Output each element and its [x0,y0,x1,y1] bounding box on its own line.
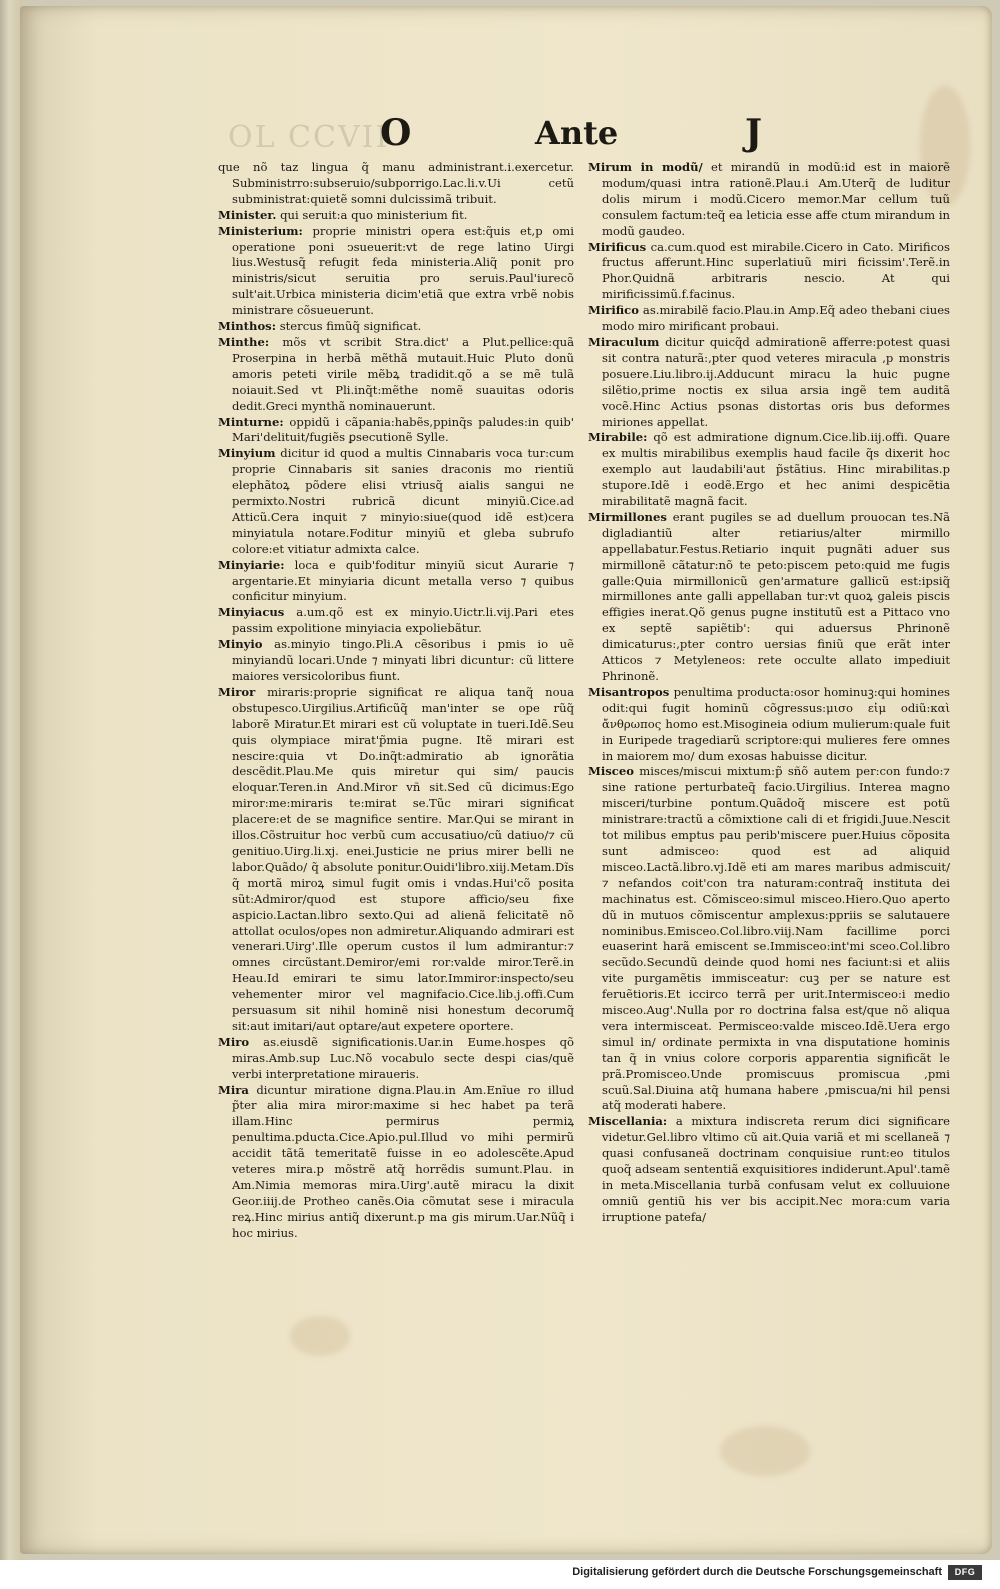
entry-text: as.eiusdẽ significationis.Uar.in Eume.hospes qõ miras.Amb.sup Luc.Nõ vocabulo secte despi cias/quẽ verbi interpretatione miraueris. [232,1034,575,1081]
page-header [0,112,1000,162]
dictionary-entry [218,605,574,637]
dictionary-entry [588,335,950,430]
entry-lemma: Minister. [218,207,277,222]
entry-text: miraris:proprie significat re aliqua tanq̃ noua obstupesco.Uirgilius.Artificũq̃ man'inter se ope rũq̃ laborẽ Miratur.Et mirari est cũ voluptate in tueri.Idẽ.Seu quis olympiace mirat'p̃mia pugne. Itẽ mirari est nescire:quia vt Do.inq̃t:admiratio ab ignorãtia descẽdit.Plau.Me quis miretur qui sim/ paucis eloquar.Teren.in And.Miror vñ sit.Sed cũ dicimus:Ego miror:me:miraris te:mirat se.Tũc mirari significat placere:et de se magnifice sentire. Mar.Qui se mirant in illos.Cõstruitur hoc verbũ cum accusatiuo/cũ datiuo/⁊ cũ genitiuo.Uirg.li.xj. enei.Justicie ne prius mirer belli ne labor.Quãdo/ q̃ absolute ponitur.Ouidi'libro.xiij.Metam.Dĩs q̃ mortã miroꝝ simul fugit omis i vndas.Hui'cõ posita sũt:Admiror/quod est stupore afficio/seu fixe aspicio.Lactan.libro sexto.Qui ad alienã felicitatẽ nõ attollat oculos/opes non admiretur.Aliquando admirari est venerari.Uirg'.Ille operum custos il lum admirantur:⁊ omnes circũstant.Demiror/emi ror:valde miror.Terẽ.in Heau.Id emirari te simu lator.Immiror:inspecto/seu vehementer miror vel magnifacio.Cice.lib.j.offi.Cum persuasum sit nihil hominẽ nisi honestum decorumq̃ sit:aut imitari/aut optare/aut expetere oportere. [232,684,574,1033]
paper-stain [720,1426,810,1476]
entry-lemma: Mirabile: [588,430,648,445]
entry-text: dicuntur miratione digna.Plau.in Am.Enĩue ro illud p̃ter alia mira miror:maxime si hec habet pa terã illam.Hinc permirus permiꝝ penultima.pducta.Cice.Apio.pul.Illud vo mihi permirũ accidit tãtã temeritatẽ fuisse in eo adolescẽte.Apud veteres mira.p mõstrẽ atq̃ horrẽdis sumunt.Plau. in Am.Nimia memoras mira.Uirg'.autẽ miracu la dixit Geor.iiij.de Protheo canẽs.Oia cõmutat sese i miracula reꝝ.Hinc mirius antiq̃ dixerunt.p ma gis mirum.Uar.Nũq̃ i hoc mirius. [232,1082,574,1240]
book-edge [0,0,22,1560]
entry-lemma: Mirifico [588,303,639,318]
dictionary-entry [218,319,574,335]
dictionary-entry [218,415,574,447]
entry-text: proprie ministri opera est:q̃uis et,p omi operatione poni ↄsueuerit:vt de rege latino Uirgi lius.Westusq̃ refugit feda ministeria.Aliq̃ ponit pro ministris/sicut seruitia pro seruis.Paul'iurecõ sult'ait.Urbica ministeria dicim'etiã que extra vrbẽ nobis ministrare cõsueuerunt. [232,223,574,318]
entry-text: penultima producta:osor hominuꝫ:qui homines odit:qui fugit hominũ cõgressus:μισο εἰμ odiũ:καὶ ἄνθρωπος homo est.Misogineia odium mulierum:quale fuit in Euripede tragediarũ scriptore:qui mulieres fere omnes in maiorem mo/ dum exosas habuisse dicitur. [602,684,951,763]
entry-text: a.um.qõ est ex minyio.Uictr.li.vij.Pari etes passim expolitione minyiacia expoliebãtur. [232,605,574,636]
entry-lemma: Ministerium: [218,223,303,238]
dictionary-entry [588,510,950,685]
dictionary-entry [588,160,950,240]
entry-text: as.minyio tingo.Pli.A cẽsoribus i pmis io uẽ minyiandũ locari.Unde ⁊ minyati libri dicuntur: cũ littere maiores versicoloribus fiunt. [232,637,574,683]
entry-text: qõ est admiratione dignum.Cice.lib.iij.offi. Quare ex multis mirabilibus exemplis haud facile q̃s dixerit hoc exemplo aut laudabili'aut p̃stãtius. Hinc mirabilitas.p stupore.Idẽ i eodẽ.Ergo et hec animi despicẽtia mirabilitatẽ magnã facit. [602,430,951,509]
dictionary-entry [588,240,950,304]
entry-lemma: Minyiacus [218,605,285,620]
entry-lemma: Miro [218,1034,250,1049]
entry-text: ca.cum.quod est mirabile.Cicero in Cato. Mirificos fructus afferunt.Hinc superlatiuũ miri ficissim'.Terẽ.in Phor.Quidnã arbitraris nescio. At qui mirificissimũ.f.facinus. [602,239,950,302]
entry-lemma: Misceo [588,764,634,779]
entry-lemma: Minyium [218,446,276,461]
dictionary-entry [218,446,574,557]
entry-lemma: Minyio [218,637,263,652]
funding-note: Digitalisierung gefördert durch die Deutsche Forschungsgemeinschaft [572,1566,942,1578]
header-left-letter: O [380,112,412,154]
entry-text: dicitur quicq̃d admirationẽ afferre:potest quasi sit contra naturã:,pter quod veteres miracula ,p monstris posuere.Liu.libro.ij.Adducunt miracu la huic pugne silẽtio,prime noctis ex silua arsia ingẽ tem auditã vocẽ.Hinc Actius psonas distortas oris bus deformes miriones appellat. [602,334,950,429]
dictionary-entry [588,685,950,765]
entry-lemma: Minthe: [218,334,270,349]
entry-text: et mirandũ in modũ:id est in maiorẽ modum/quasi intra rationẽ.Plau.i Am.Uterq̃ de luditur dolis mirum i modũ.Cicero memor.Mar cellum tuũ consulem factum:teq̃ ea leticia esse affe ctum mirandum in modũ gaudeo. [602,160,951,238]
bleed-through-text: OL CCVII [228,120,390,155]
footer [572,1563,990,1583]
dictionary-entry [588,764,950,1114]
entry-text: stercus fimũq̃ significat. [279,319,422,334]
dictionary-entry [588,430,950,510]
entry-lemma: Mirmillones [588,509,667,524]
dictionary-entry [218,224,574,319]
entry-text: as.mirabilẽ facio.Plau.in Amp.Eq̃ adeo thebani ciues modo miro mirificant probaui. [602,303,951,334]
paper-stain [290,1316,350,1356]
entry-lemma: Minturne: [218,414,284,429]
dictionary-entry [218,637,574,685]
entry-lemma: Mirificus [588,239,647,254]
left-column [218,160,574,1242]
dictionary-entry [218,208,574,224]
entry-lemma: Mirum in modũ/ [588,160,703,174]
entry-lemma: Miscellania: [588,1114,668,1129]
dictionary-entry [218,1083,574,1242]
entry-text: dicitur id quod a multis Cinnabaris voca tur:cum proprie Cinnabaris sit sanies draconis mo rientiũ elephãtoꝝ põdere elisi vtriusq̃ aialis sangui ne permixto.Nostri rubricã dicunt minyiũ.Cice.ad Atticũ.Cera inquit ⁊ minyio:siue(quod idẽ est)cera minyiatula notare.Foditur minyiũ et gleba subrufo colore:et vitiatur admixta calce. [232,446,574,556]
entry-text: a mixtura indiscreta rerum dici significare videtur.Gel.libro vltimo cũ ait.Quia variã et mi scellaneã ⁊ quasi confusaneã doctrinam conquisiue runt:eo titulos quoq̃ adseam sententiã exquisitiores indiderunt.Apul'.tamẽ in meta.Miscellania turbã confusam velut ex colluuione omniũ gentiũ his ver bis accipit.Nec mora:cum varia irruptione patefa/ [602,1114,951,1224]
entry-text: qui seruit:a quo ministerium fit. [280,207,468,222]
dfg-logo: DFG [948,1565,982,1580]
dictionary-entry [218,335,574,415]
entry-lemma: Miraculum [588,334,660,349]
entry-lemma: Miror [218,684,256,699]
dictionary-entry [588,303,950,335]
dictionary-entry [218,685,574,1035]
entry-text: oppidũ i cãpania:habẽs,ppinq̃s paludes:in quib' Mari'delituit/fugiẽs ꝑsecutionẽ Sylle. [232,414,574,445]
entry-text: loca e quib'foditur minyiũ sicut Aurarie ⁊ argentarie.Et minyiaria dicunt metalla verso ⁊ quibus conficitur minyium. [232,557,574,604]
entry-text: mõs vt scribit Stra.dict' a Plut.pellice:quã Proserpina in herbã mẽthã mutauit.Huic Pluto donũ amoris peteti virile mẽbꝝ tradidit.qõ a se mẽ tulã noiauit.Sed vt Pli.inq̃t:mẽthe nomẽ suauitas odoris dedit.Greci mynthã nominauerunt. [232,334,575,413]
dictionary-entry [218,1035,574,1083]
dictionary-entry [588,1114,950,1225]
entry-lemma: Mira [218,1082,249,1097]
dictionary-entry [218,558,574,606]
entry-text: que nõ taz lingua q̃ manu administrant.i.exercetur. Subministrro:subseruio/subporrigo.Lac.li.v.Ui cetũ subministrat:quietẽ somni dulcissimã tribuit. [218,160,574,206]
entry-text: erant pugiles se ad duellum prouocan tes.Nã digladiantiũ alter retiarius/alter mirmillo appellabatur.Festus.Retiario inquit pugnãti aduer sus mirmillonẽ cãtatur:nõ te peto:piscem peto:quid me fugis galle:Quia mirmillonicũ gen'armature gallicũ est:ipsiq̃ mirmillones ante galli appellaban tur:vt quoꝝ galeis piscis effigies inerat.Qõ genus pugne institutũ est a Pittaco vno ex septẽ sapiẽtib': qui aduersus Phrinonẽ dimicaturus:,pter contro uersias finiũ que erãt inter Atticos ⁊ Metyleneos: rete occulte allato impediuit Phrinonẽ. [602,509,950,683]
header-title: Ante [535,114,619,152]
entry-lemma: Misantropos [588,684,670,699]
entry-lemma: Minyiarie: [218,557,285,572]
dictionary-entry [218,160,574,208]
entry-text: misces/miscui mixtum:p̃ sñõ autem per:con fundo:⁊ sine ratione perturbateq̃ facio.Uirgilius. Interea magno misceri/turbine pontum.Quãdoq̃ miscere est potũ ministrare:tractũ a cõmixtione cali di et frigidi.Juue.Nescit tot milibus emptus pau perib'miscere puer.Huius cõposita sunt admisceo: quod est ad aliquid misceo.Lactã.libro.vj.Idẽ eti am mares maribus admiscuit/⁊ nefandos coit'con tra naturam:contraq̃ instituta dei machinatus est. Cõmisceo:simul misceo.Hiero.Quo aperto dũ in mutuos cõmiscentur amplexus:ppriis se salutauere nominibus.Emisceo.Col.libro.viij.Nam facillime porci euaserint harã emiscent se.Immisceo:int'mi sceo.Col.libro secũdo.Secundũ deinde quod homi nes faciunt:si et aliis vite purgamẽtis immisceatur: cuꝫ per se nature est feruẽtioris.Et iccirco terrã per urit.Intermisceo:i medio misceo.Aug'.Nulla por ro doctrina falsa est/que nõ aliqua vera intermisceat. Permisceo:valde misceo.Idẽ.Uera ergo simul in/ ordinate permixta in vna disputatione hominis tan q̃ in vnius colore corporis apparentia significãt le prã.Promisceo.Unde promiscuus promiscua ,pmi scuũ.Sal.Diuina atq̃ humana habere ,pmiscua/ni hil pensi atq̃ moderati habere. [602,764,951,1113]
entry-lemma: Minthos: [218,319,276,334]
header-right-letter: J [745,112,763,154]
right-column [588,160,950,1226]
